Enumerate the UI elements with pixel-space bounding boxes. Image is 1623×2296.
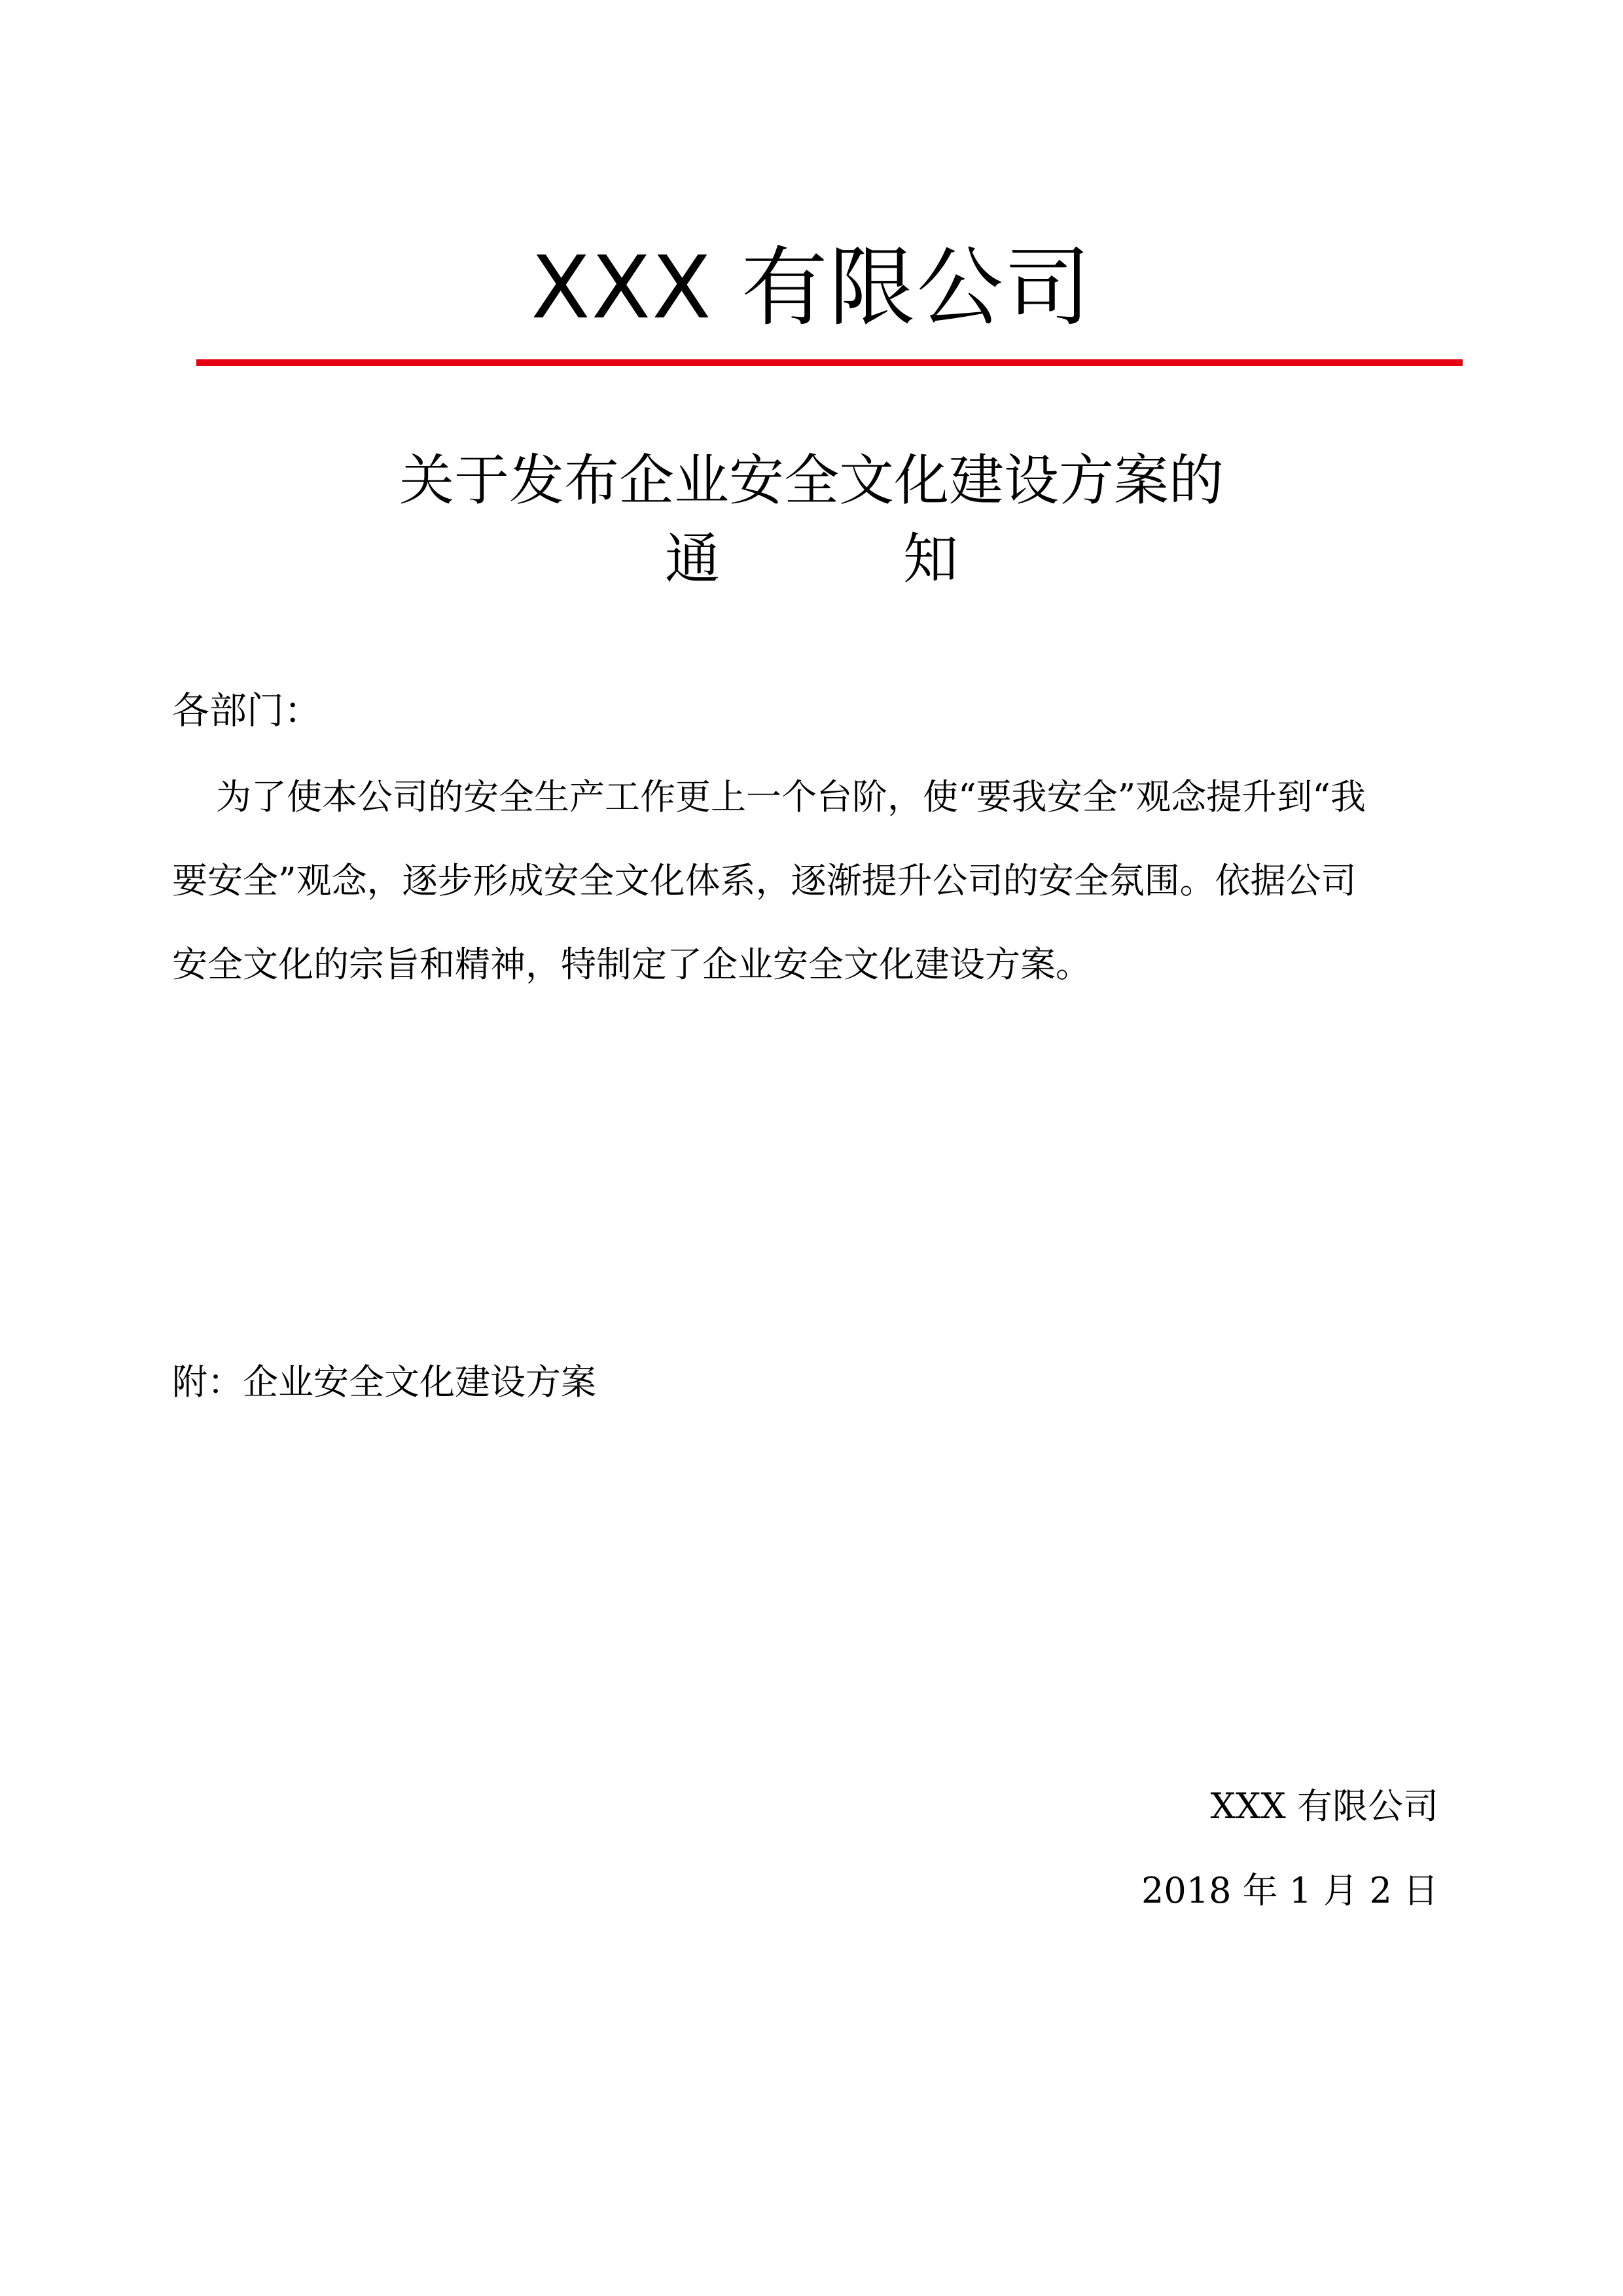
attachment-note: 附：企业安全文化建设方案 bbox=[172, 1361, 596, 1403]
body-line-2: 要安全”观念，逐步形成安全文化体系，逐渐提升公司的安全氛围。依据公司 bbox=[172, 860, 1357, 901]
notice-title-line-1: 关于发布企业安全文化建设方案的 bbox=[399, 448, 1224, 512]
signature-company: XXX 有限公司 bbox=[1210, 1785, 1438, 1827]
letterhead-company-name: XXX 有限公司 bbox=[531, 238, 1092, 338]
notice-title-char-zhi: 知 bbox=[903, 527, 959, 591]
body-line-1: 为了使本公司的安全生产工作更上一个台阶，使“要我安全”观念提升到“我 bbox=[216, 776, 1366, 817]
body-line-3: 安全文化的宗旨和精神，特制定了企业安全文化建设方案。 bbox=[172, 944, 1091, 985]
letterhead-red-rule bbox=[196, 359, 1463, 366]
salutation: 各部门： bbox=[172, 689, 321, 732]
signature-date: 2018 年 1 月 2 日 bbox=[1141, 1870, 1438, 1911]
notice-title-line-2 bbox=[0, 523, 1623, 595]
notice-title-char-tong: 通 bbox=[664, 527, 720, 591]
